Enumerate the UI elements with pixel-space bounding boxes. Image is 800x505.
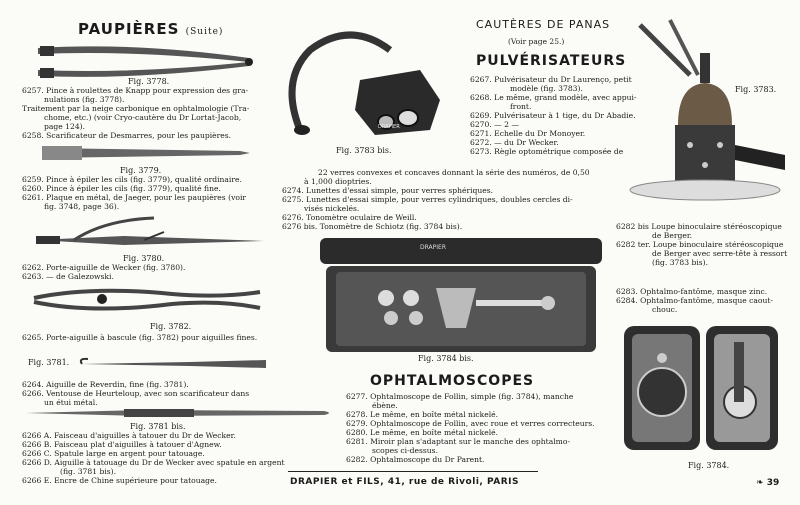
entry-line: 6280. Le même, en boîte métal nickelé. (346, 428, 499, 437)
entry-line: 6267. Pulvérisateur du Dr Laurenço, petit (470, 75, 632, 84)
fig-3782-caption: Fig. 3782. (150, 322, 192, 331)
entry-line: 22 verres convexes et concaves donnant la série des numéros, de 0,50 (318, 168, 590, 177)
entry-line: 6275. Lunettes d'essai simple, pour verres cylindriques, doubles cercles di- (282, 195, 573, 204)
entries-group-1 (22, 86, 249, 140)
entry-line: 6278. Le même, en boîte métal nickelé. (346, 410, 499, 419)
entry-line: (fig. 3781 bis). (60, 467, 117, 476)
fig-3784bis-caption: Fig. 3784 bis. (418, 354, 474, 363)
needle-holder-wecker-illustration (34, 210, 274, 252)
entry-line: visés nickelés. (304, 204, 360, 213)
entry-line: 6284. Ophtalmo-fantôme, masque caout- (616, 296, 773, 305)
entry-line: 6276. Tonomètre oculaire de Weill. (282, 213, 417, 222)
entry-line: 6272. — du Dr Wecker. (470, 138, 559, 147)
entry-line: modèle (fig. 3783). (510, 84, 583, 93)
page-number-ornament (756, 478, 779, 488)
entry-line: à 1,000 dioptries. (304, 177, 372, 186)
title-suffix: (Suite) (185, 27, 224, 37)
entry-line: 6264. Aiguille de Reverdin, fine (fig. 3781). (22, 380, 189, 389)
entry-line: ébène. (372, 401, 398, 410)
entry-line: 6266 C. Spatule large en argent pour tatouage. (22, 449, 205, 458)
entry-line: 6281. Miroir plan s'adaptant sur le manche des ophtalmo- (346, 437, 571, 446)
entry-line: 6274. Lunettes d'essai simple, pour verres sphériques. (282, 186, 494, 195)
title-text: PAUPIÈRES (78, 20, 180, 38)
case-label: DRAPIER (420, 244, 446, 251)
entry-line: 6266 A. Faisceau d'aiguilles à tatouer du Dr de Wecker. (22, 431, 236, 440)
entries-group-6 (22, 431, 285, 485)
loupe-stamp: DRAPIER (378, 124, 400, 130)
entries-group-5 (22, 380, 249, 407)
pulverisateur-entries (470, 75, 637, 156)
section-title-ophtalmoscopes: OPHTALMOSCOPES (370, 373, 535, 389)
fig-3784-caption: Fig. 3784. (688, 461, 730, 470)
entry-line: 6271. Echelle du Dr Monoyer. (470, 129, 586, 138)
entry-line: 6258. Scarificateur de Desmarres, pour les paupières. (22, 131, 232, 140)
entry-line: 6266 B. Faisceau plat d'aiguilles à tatouer d'Agnew. (22, 440, 222, 449)
entry-line: un étui métal. (44, 398, 98, 407)
entry-line: 6279. Ophtalmoscope de Follin, avec roue et verres correcteurs. (346, 419, 595, 428)
entries-group-3 (22, 263, 185, 281)
tattoo-needle-illustration (24, 405, 336, 421)
section-title-paupieres (78, 20, 223, 38)
entry-line: Traitement par la neige carbonique en ophtalmologie (Tra- (22, 104, 250, 113)
entry-line: 6269. Pulvérisateur à 1 tige, du Dr Abadie. (470, 111, 636, 120)
section-title-pulverisateurs: PULVÉRISATEURS (476, 53, 627, 69)
entry-line: 6282 ter. Loupe binoculaire stéréoscopique (616, 240, 784, 249)
entry-line: de Berger avec serre-tête à ressort (652, 249, 788, 258)
fig-3780-caption: Fig. 3780. (123, 254, 165, 263)
entry-line: nulations (fig. 3778). (44, 95, 125, 104)
entry-line: (fig. 3783 bis). (652, 258, 709, 267)
entry-line: 6266. Ventouse de Heurteloup, avec son scarificateur dans (22, 389, 250, 398)
forceps-knapp-illustration (34, 40, 264, 80)
flourish-icon: ❧ (756, 478, 767, 488)
entry-line: 6257. Pince à roulettes de Knapp pour expression des gra- (22, 86, 249, 95)
fig-3783-caption: Fig. 3783. (735, 85, 777, 94)
ophthalmoscope-case-illustration (622, 322, 782, 457)
entry-line: 6282. Ophtalmoscope du Dr Parent. (346, 455, 485, 464)
footer-publisher: DRAPIER et FILS, 41, rue de Rivoli, PARIS (290, 477, 519, 487)
reverdin-needle-illustration (80, 355, 270, 373)
page-number: 39 (766, 478, 780, 488)
tweezers-illustration (40, 142, 255, 164)
entry-line: 6260. Pince à épiler les cils (fig. 3779), qualité fine. (22, 184, 221, 193)
entries-group-4 (22, 333, 257, 342)
entry-line: 6283. Ophtalmo-fantôme, masque zinc. (616, 287, 768, 296)
entry-line: 6268. Le même, grand modèle, avec appui- (470, 93, 637, 102)
entry-line: 6277. Ophtalmoscope de Follin, simple (fig. 3784), manche (346, 392, 574, 401)
entry-line: fig. 3748, page 36). (44, 202, 120, 211)
loupe-entries (616, 222, 787, 267)
entry-line: 6276 bis. Tonomètre de Schiotz (fig. 3784 bis). (282, 222, 463, 231)
fig-3779-caption: Fig. 3779. (120, 166, 162, 175)
entry-line: chome, etc.) (voir Cryo-cautère du Dr Lortat-Jacob, (44, 113, 242, 122)
entry-line: 6263. — de Galezowski. (22, 272, 114, 281)
entry-line: 6265. Porte-aiguille à bascule (fig. 3782) pour aiguilles fines. (22, 333, 258, 342)
entry-line: chouc. (652, 305, 678, 314)
entry-line: 6270. — 2 — (470, 120, 519, 129)
entry-line: scopes ci-dessus. (372, 446, 438, 455)
needle-holder-bascule-illustration (32, 280, 264, 320)
footer-rule (288, 471, 538, 472)
tonometer-case-illustration (316, 238, 606, 356)
entry-line: 6266 D. Aiguille à tatouage du Dr de Wecker avec spatule en argent (22, 458, 285, 467)
binocular-loupe-illustration (280, 20, 450, 145)
entry-line: page 124). (44, 122, 86, 131)
entry-line: 6266 E. Encre de Chine supérieure pour tatouage. (22, 476, 217, 485)
fig-3781bis-caption: Fig. 3781 bis. (130, 422, 186, 431)
entry-line: 6282 bis Loupe binoculaire stéréoscopique (616, 222, 782, 231)
entry-line: front. (510, 102, 532, 111)
fig-3783bis-caption: Fig. 3783 bis. (336, 146, 392, 155)
fantome-entries (616, 287, 773, 314)
entry-line: 6261. Plaque en métal, de Jaeger, pour les paupières (voir (22, 193, 247, 202)
fig-3781-caption: Fig. 3781. (28, 358, 70, 367)
section-title-cauteres: CAUTÈRES DE PANAS (476, 18, 611, 31)
entry-line: 6273. Règle optométrique composée de (470, 147, 624, 156)
entry-line: de Berger. (652, 231, 693, 240)
pulverisateur-illustration (620, 15, 790, 210)
entries-group-2 (22, 175, 246, 211)
entry-line: 6259. Pince à épiler les cils (fig. 3779), qualité ordinaire. (22, 175, 242, 184)
lens-entries (282, 168, 590, 231)
ophthalmoscope-entries (346, 392, 595, 464)
entry-line: 6262. Porte-aiguille de Wecker (fig. 3780). (22, 263, 186, 272)
fig-3778-caption: Fig. 3778. (128, 77, 170, 86)
cauteres-subtitle: (Voir page 25.) (508, 37, 565, 46)
